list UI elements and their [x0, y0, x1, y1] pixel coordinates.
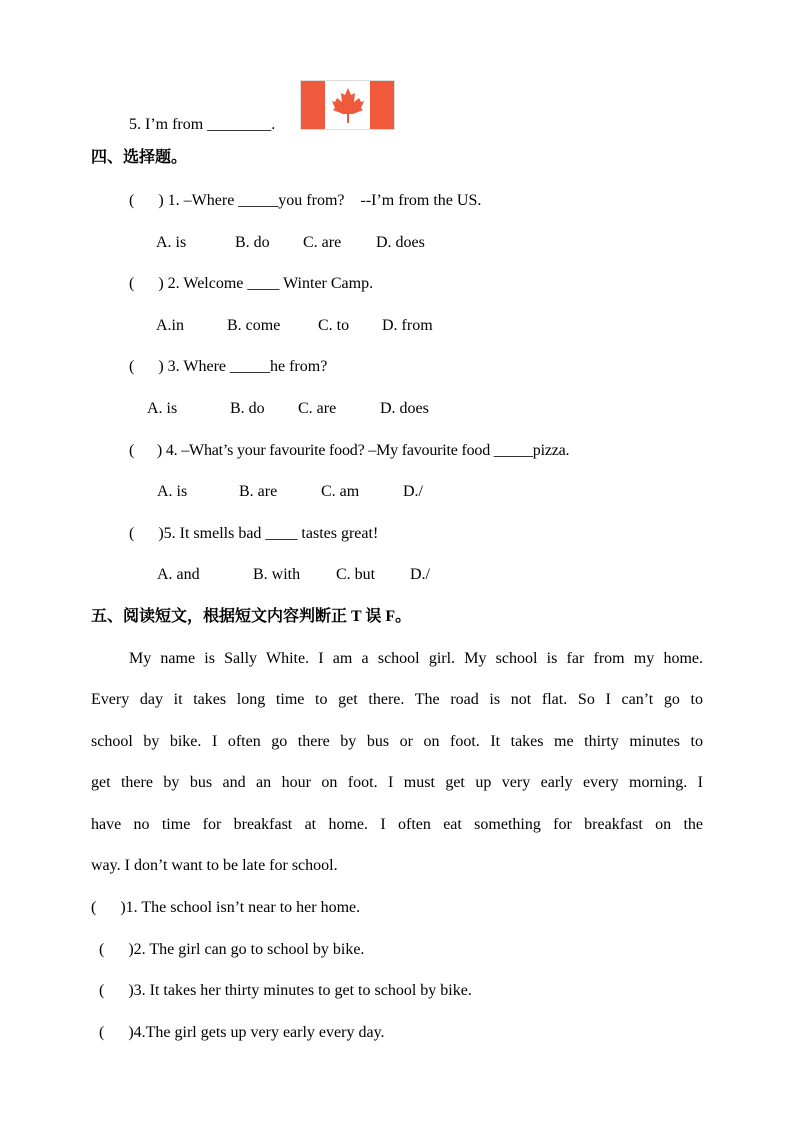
passage-line: get there by bus and an hour on foot. I must get up very early every morning. I	[91, 774, 703, 791]
option: B. do	[230, 400, 265, 417]
option: A. is	[147, 400, 178, 417]
option: D. does	[376, 234, 425, 251]
option: B. are	[239, 483, 278, 500]
option: C. are	[298, 400, 337, 417]
option: D. does	[380, 400, 429, 417]
option: D. from	[382, 317, 433, 334]
option: B. do	[235, 234, 270, 251]
option: C. but	[336, 566, 376, 583]
option: B. with	[253, 566, 301, 583]
question-5: ( )5. It smells bad ____ tastes great!	[129, 525, 379, 542]
maple-leaf-icon	[331, 86, 365, 124]
option: A.in	[156, 317, 184, 334]
option: C. are	[303, 234, 342, 251]
question-3: ( ) 3. Where _____he from?	[129, 358, 328, 375]
option: C. to	[318, 317, 350, 334]
statement-4: ( )4.The girl gets up very early every day.	[99, 1024, 385, 1041]
option: B. come	[227, 317, 281, 334]
section-4-heading: 四、选择题。	[91, 149, 188, 166]
passage-line: have no time for breakfast at home. I often eat something for breakfast on the	[91, 816, 703, 833]
passage-line: school by bike. I often go there by bus or on foot. It takes me thirty minutes to	[91, 733, 703, 750]
passage-line: Every day it takes long time to get there. The road is not flat. So I can’t go to	[91, 691, 703, 708]
statement-1: ( )1. The school isn’t near to her home.	[91, 899, 361, 916]
option: C. am	[321, 483, 360, 500]
statement-3: ( )3. It takes her thirty minutes to get to school by bike.	[99, 982, 472, 999]
option: A. is	[157, 483, 188, 500]
section-5-heading: 五、阅读短文，根据短文内容判断正 T 误 F。	[91, 608, 412, 625]
statement-2: ( )2. The girl can go to school by bike.	[99, 941, 365, 958]
passage-line: My name is Sally White. I am a school girl. My school is far from my home.	[129, 650, 703, 667]
option: A. and	[157, 566, 200, 583]
question-1: ( ) 1. –Where _____you from? --I’m from the US.	[129, 192, 482, 209]
canada-flag-image	[300, 80, 395, 130]
option: D./	[403, 483, 423, 500]
question-2: ( ) 2. Welcome ____ Winter Camp.	[129, 275, 374, 292]
passage-line: way. I don’t want to be late for school.	[91, 857, 338, 874]
option: D./	[410, 566, 430, 583]
option: A. is	[156, 234, 187, 251]
question-4: ( ) 4. –What’s your favourite food? –My favourite food _____pizza.	[129, 442, 570, 459]
fill-item-5: 5. I’m from ________.	[129, 116, 276, 133]
